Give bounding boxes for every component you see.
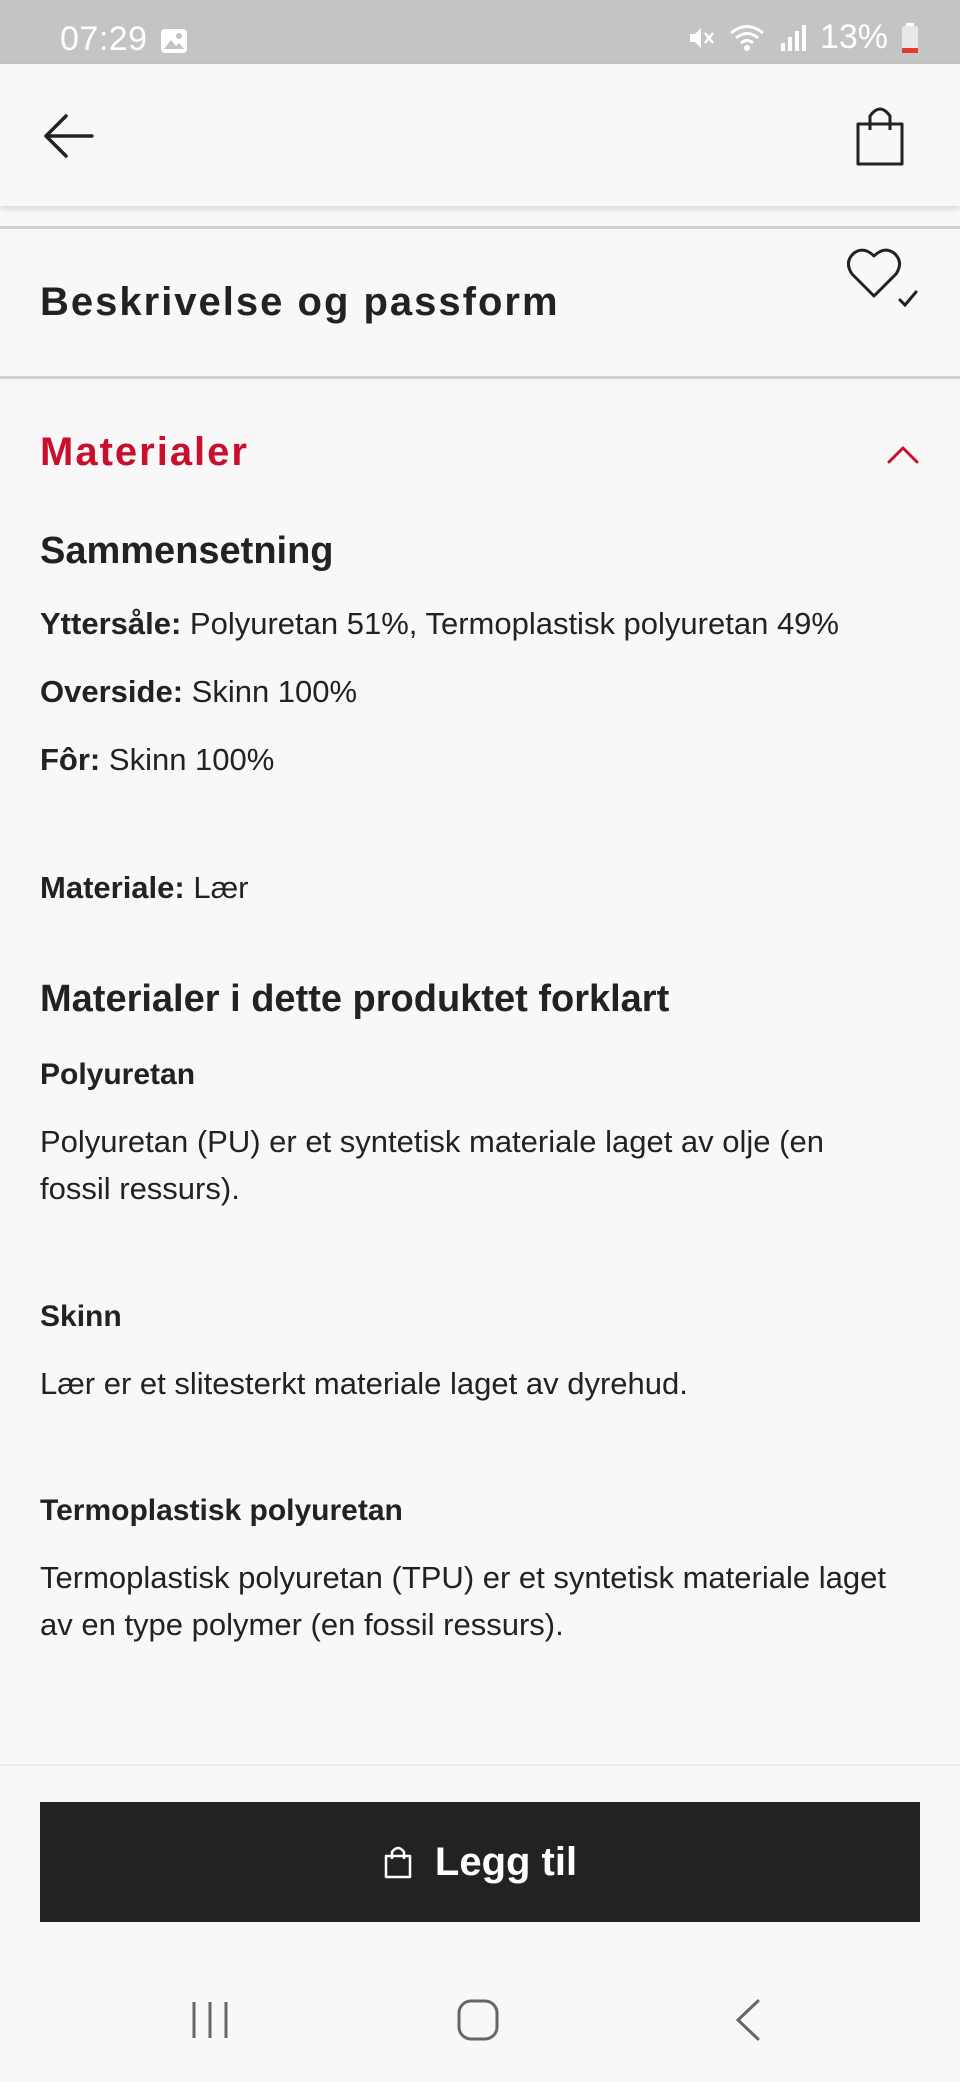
add-to-bag-button[interactable]	[40, 1802, 920, 1922]
battery-icon	[900, 22, 920, 54]
material-item-text: Lær er et slitesterkt materiale laget av dyrehud.	[40, 1366, 688, 1401]
composition-row-label: Yttersåle:	[40, 606, 182, 641]
arrow-left-icon[interactable]	[40, 108, 96, 164]
composition-row	[40, 742, 274, 778]
composition-heading: Sammensetning	[40, 530, 334, 572]
app-bar	[0, 64, 960, 206]
section-description-title[interactable]: Beskrivelse og passform	[40, 280, 560, 324]
explained-heading: Materialer i dette produktet forklart	[40, 978, 670, 1020]
material-value: Lær	[193, 870, 249, 905]
composition-row-label: Fôr:	[40, 742, 101, 777]
system-nav-bar	[0, 1960, 960, 2080]
status-bar	[0, 0, 960, 64]
signal-icon	[778, 23, 808, 53]
status-time: 07:29	[60, 20, 148, 58]
composition-row	[40, 674, 357, 710]
composition-row	[40, 606, 839, 642]
mute-icon	[686, 23, 716, 53]
add-to-bag-label: Legg til	[434, 1839, 578, 1884]
material-item-title: Skinn	[40, 1300, 122, 1333]
section-materials-title[interactable]: Materialer	[40, 430, 249, 474]
heart-check-icon[interactable]	[846, 244, 922, 316]
recent-apps-icon[interactable]	[190, 2000, 230, 2040]
composition-row-value: Skinn 100%	[108, 742, 275, 777]
shopping-bag-icon	[383, 1845, 413, 1879]
chevron-up-icon[interactable]	[886, 440, 920, 466]
material-label: Materiale:	[40, 870, 185, 905]
composition-row-label: Overside:	[40, 674, 184, 709]
wifi-icon	[728, 23, 766, 53]
shopping-bag-icon[interactable]	[852, 104, 908, 168]
material-item-text: Termoplastisk polyuretan (TPU) er et syntetisk materiale laget av en type polymer (en fossil ressurs).	[40, 1560, 886, 1642]
material-item-text: Polyuretan (PU) er et syntetisk materiale laget av olje (en fossil ressurs).	[40, 1124, 824, 1206]
battery-percent: 13%	[819, 18, 888, 56]
material-item-title: Polyuretan	[40, 1058, 196, 1091]
material-row	[40, 870, 249, 906]
composition-row-value: Skinn 100%	[191, 674, 358, 709]
status-icons	[686, 18, 920, 57]
material-item-title: Termoplastisk polyuretan	[40, 1494, 403, 1527]
divider	[0, 226, 960, 229]
composition-row-value: Polyuretan 51%, Termoplastisk polyuretan 49%	[189, 606, 839, 641]
home-icon[interactable]	[456, 1998, 500, 2042]
image-icon	[160, 28, 188, 54]
nav-back-icon[interactable]	[732, 1998, 762, 2042]
divider	[0, 376, 960, 379]
